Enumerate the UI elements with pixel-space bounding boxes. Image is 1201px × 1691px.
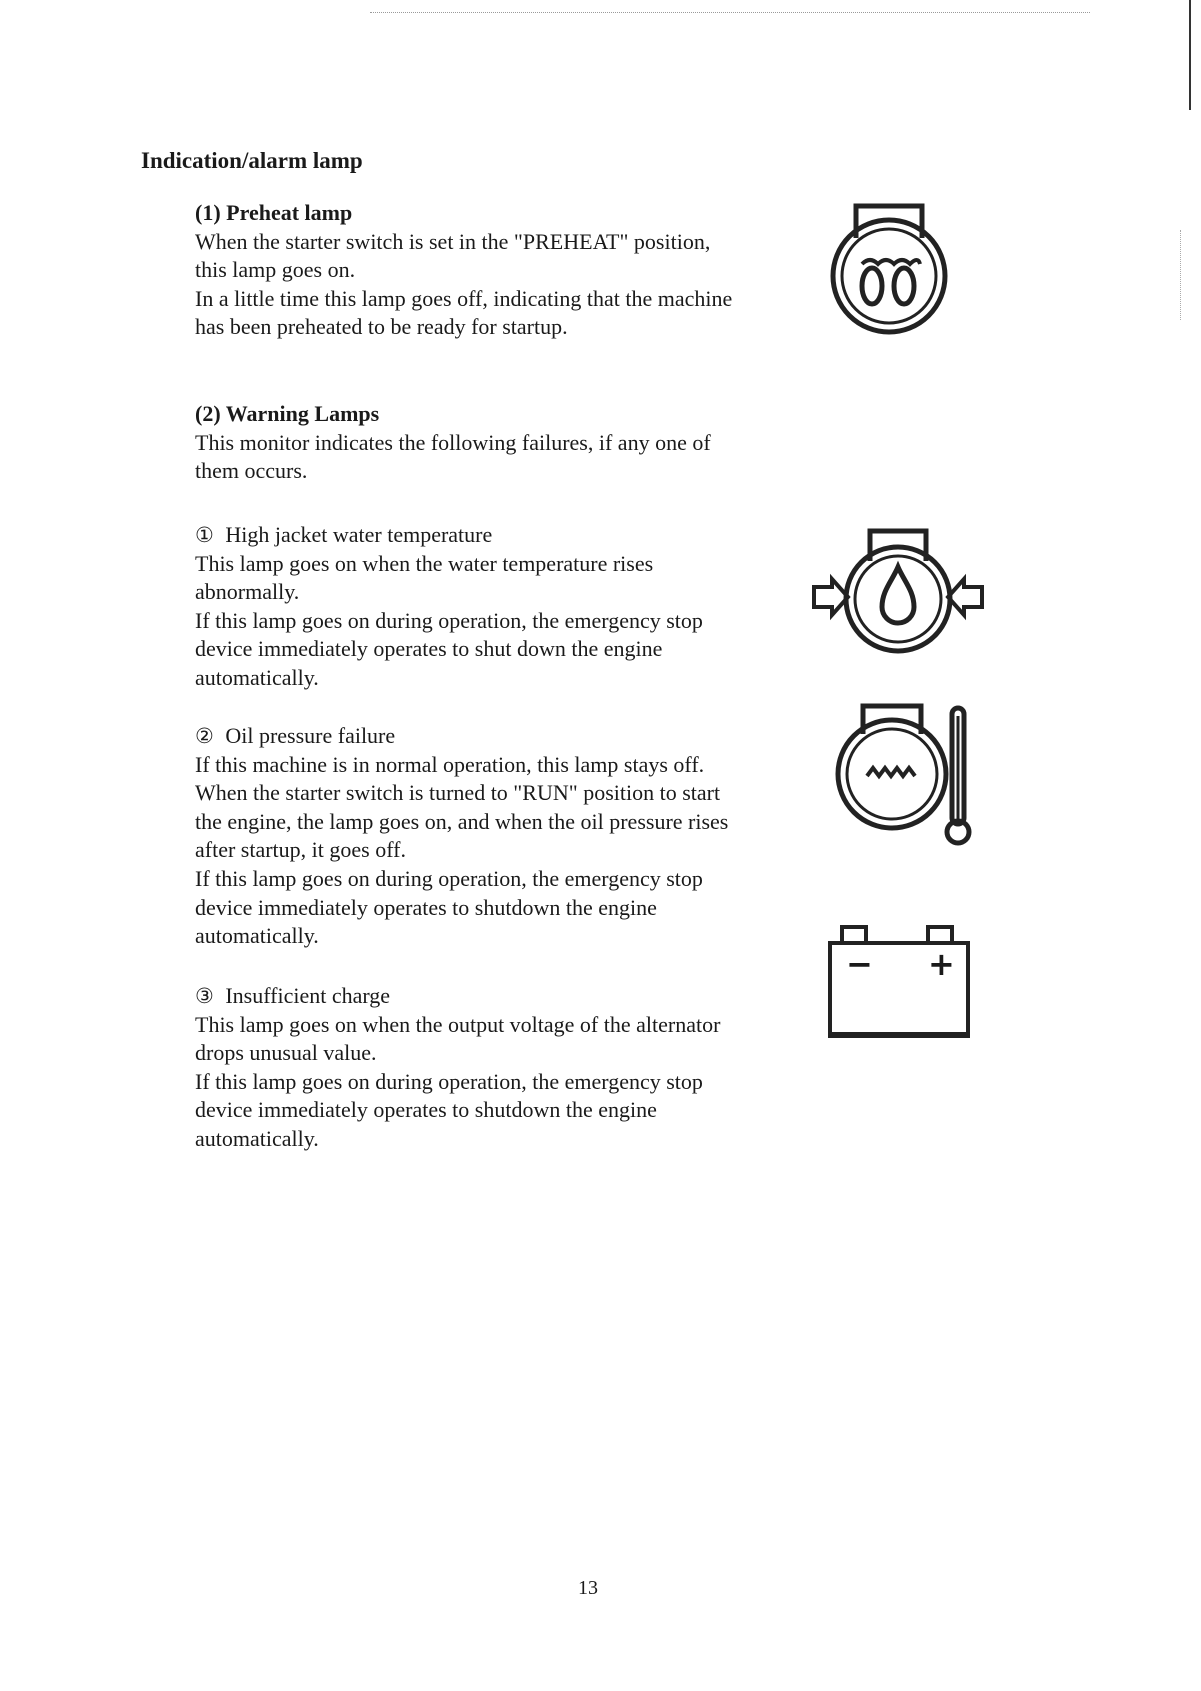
item-insufficient-charge bbox=[195, 982, 720, 1154]
water-temperature-lamp-icon bbox=[812, 525, 984, 660]
item-line: device immediately operates to shutdown the engine bbox=[195, 894, 657, 920]
warning-section bbox=[195, 400, 711, 486]
preheat-line: this lamp goes on. bbox=[195, 257, 356, 283]
item-line: automatically. bbox=[195, 664, 319, 690]
preheat-line: When the starter switch is set in the "PREHEAT" position, bbox=[195, 228, 711, 254]
scan-dots bbox=[370, 12, 1090, 13]
item-line: If this lamp goes on during operation, the emergency stop bbox=[195, 1068, 703, 1094]
item-line: If this lamp goes on during operation, the emergency stop bbox=[195, 607, 703, 633]
item-title: Insufficient charge bbox=[225, 983, 391, 1008]
warning-title: (2) Warning Lamps bbox=[195, 401, 380, 426]
item-line: device immediately operates to shut down the engine bbox=[195, 636, 663, 662]
scan-dots bbox=[1180, 230, 1187, 320]
preheat-lamp-icon bbox=[826, 200, 952, 338]
item-line: If this lamp goes on during operation, the emergency stop bbox=[195, 865, 703, 891]
item-line: after startup, it goes off. bbox=[195, 837, 406, 863]
preheat-line: In a little time this lamp goes off, indicating that the machine bbox=[195, 285, 733, 311]
item-water-temperature bbox=[195, 521, 703, 693]
item-marker: ③ bbox=[195, 984, 214, 1008]
warning-line: them occurs. bbox=[195, 458, 308, 484]
battery-minus-sign: − bbox=[846, 945, 873, 983]
page-number: 13 bbox=[578, 1577, 598, 1599]
oil-pressure-lamp-icon bbox=[835, 700, 975, 850]
item-line: abnormally. bbox=[195, 579, 300, 605]
item-title: Oil pressure failure bbox=[225, 723, 396, 748]
warning-line: This monitor indicates the following failures, if any one of bbox=[195, 429, 711, 455]
item-line: When the starter switch is turned to "RUN" position to start bbox=[195, 780, 721, 806]
battery-lamp-icon bbox=[826, 925, 972, 1041]
battery-plus-sign: + bbox=[928, 945, 955, 983]
item-line: automatically. bbox=[195, 1125, 319, 1151]
item-line: This lamp goes on when the water temperature rises bbox=[195, 550, 654, 576]
item-title: High jacket water temperature bbox=[225, 522, 493, 547]
item-line: automatically. bbox=[195, 923, 319, 949]
preheat-section bbox=[195, 199, 732, 342]
preheat-line: has been preheated to be ready for startup. bbox=[195, 314, 568, 340]
page-title: Indication/alarm lamp bbox=[141, 148, 363, 173]
item-oil-pressure bbox=[195, 722, 728, 951]
item-line: This lamp goes on when the output voltage of the alternator bbox=[195, 1011, 721, 1037]
preheat-title: (1) Preheat lamp bbox=[195, 200, 353, 225]
item-line: drops unusual value. bbox=[195, 1040, 377, 1066]
item-line: device immediately operates to shutdown the engine bbox=[195, 1097, 657, 1123]
item-line: If this machine is in normal operation, this lamp stays off. bbox=[195, 751, 705, 777]
item-marker: ① bbox=[195, 523, 214, 547]
item-marker: ② bbox=[195, 724, 214, 748]
item-line: the engine, the lamp goes on, and when the oil pressure rises bbox=[195, 808, 729, 834]
scan-edge-line bbox=[1189, 0, 1191, 110]
